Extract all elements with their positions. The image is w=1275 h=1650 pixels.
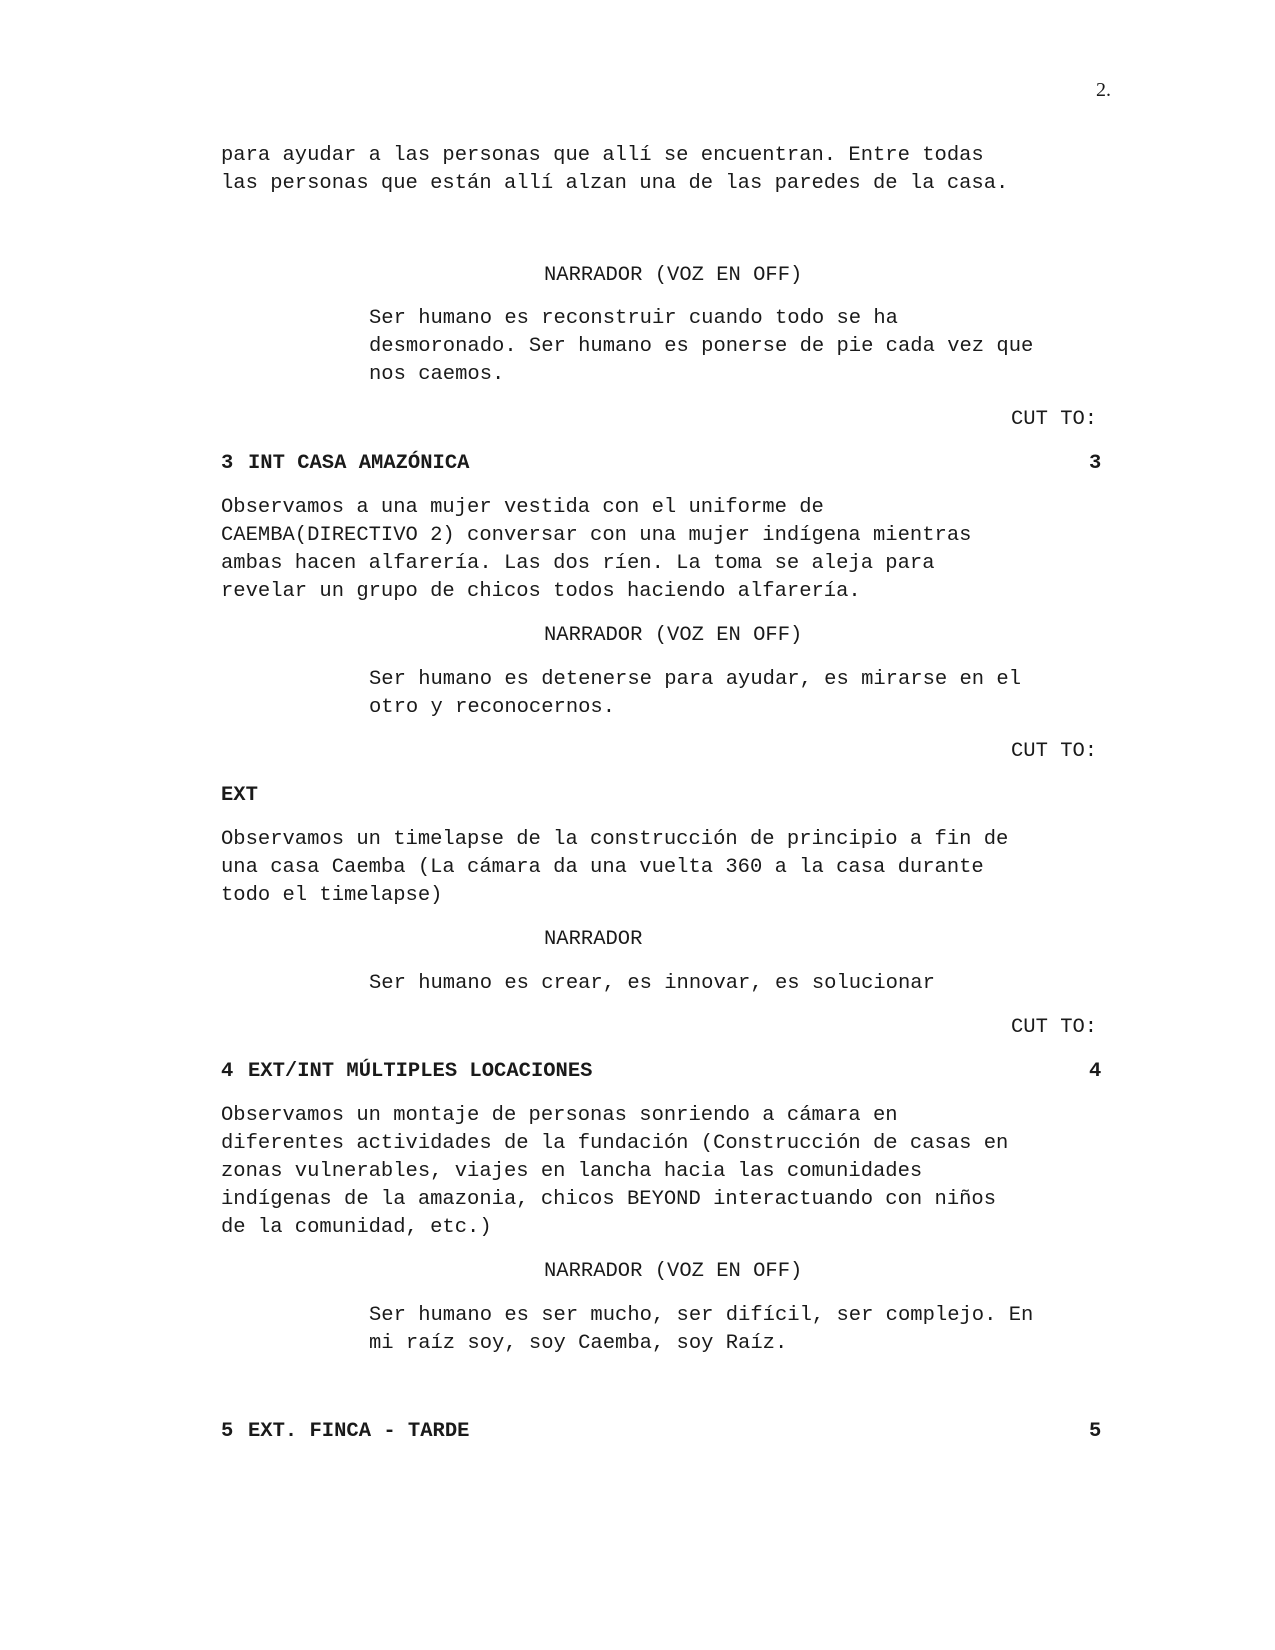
scene-heading: EXT. FINCA - TARDE	[248, 1420, 470, 1443]
scene-heading: EXT	[221, 784, 258, 807]
transition: CUT TO:	[1011, 740, 1098, 763]
action-line: Observamos a una mujer vestida con el uniforme de	[221, 496, 824, 519]
scene-number-right: 3	[1089, 452, 1102, 475]
action-line: ambas hacen alfarería. Las dos ríen. La toma se aleja para	[221, 552, 935, 575]
action-line: una casa Caemba (La cámara da una vuelta 360 a la casa durante	[221, 856, 984, 879]
action-line: las personas que están allí alzan una de las paredes de la casa.	[221, 172, 1009, 195]
scene-number-left: 3	[221, 452, 234, 475]
action-line: diferentes actividades de la fundación (Construcción de casas en	[221, 1132, 1009, 1155]
character-name: NARRADOR (VOZ EN OFF)	[544, 264, 803, 287]
scene-number-right: 5	[1089, 1420, 1102, 1443]
action-line: Observamos un timelapse de la construcción de principio a fin de	[221, 828, 1009, 851]
dialogue-line: Ser humano es ser mucho, ser difícil, ser complejo. En	[369, 1304, 1034, 1327]
character-name: NARRADOR (VOZ EN OFF)	[544, 624, 803, 647]
action-line: CAEMBA(DIRECTIVO 2) conversar con una mujer indígena mientras	[221, 524, 972, 547]
character-name: NARRADOR	[544, 928, 643, 951]
action-line: zonas vulnerables, viajes en lancha hacia las comunidades	[221, 1160, 923, 1183]
dialogue-line: Ser humano es crear, es innovar, es solucionar	[369, 972, 935, 995]
dialogue-line: Ser humano es detenerse para ayudar, es mirarse en el	[369, 668, 1022, 691]
dialogue-line: mi raíz soy, soy Caemba, soy Raíz.	[369, 1332, 788, 1355]
dialogue-line: otro y reconocernos.	[369, 696, 616, 719]
transition: CUT TO:	[1011, 408, 1098, 431]
scene-number-left: 5	[221, 1420, 234, 1443]
action-line: todo el timelapse)	[221, 884, 443, 907]
action-line: revelar un grupo de chicos todos haciendo alfarería.	[221, 580, 861, 603]
dialogue-line: desmoronado. Ser humano es ponerse de pie cada vez que	[369, 335, 1034, 358]
transition: CUT TO:	[1011, 1016, 1098, 1039]
scene-number-left: 4	[221, 1060, 234, 1083]
scene-heading: EXT/INT MÚLTIPLES LOCACIONES	[248, 1060, 593, 1083]
page-number: 2.	[1096, 79, 1111, 101]
scene-number-right: 4	[1089, 1060, 1102, 1083]
action-line: Observamos un montaje de personas sonriendo a cámara en	[221, 1104, 898, 1127]
dialogue-line: nos caemos.	[369, 363, 505, 386]
character-name: NARRADOR (VOZ EN OFF)	[544, 1260, 803, 1283]
action-line: indígenas de la amazonia, chicos BEYOND interactuando con niños	[221, 1188, 997, 1211]
dialogue-line: Ser humano es reconstruir cuando todo se ha	[369, 307, 898, 330]
action-line: para ayudar a las personas que allí se encuentran. Entre todas	[221, 144, 984, 167]
scene-heading: INT CASA AMAZÓNICA	[248, 452, 470, 475]
action-line: de la comunidad, etc.)	[221, 1216, 492, 1239]
